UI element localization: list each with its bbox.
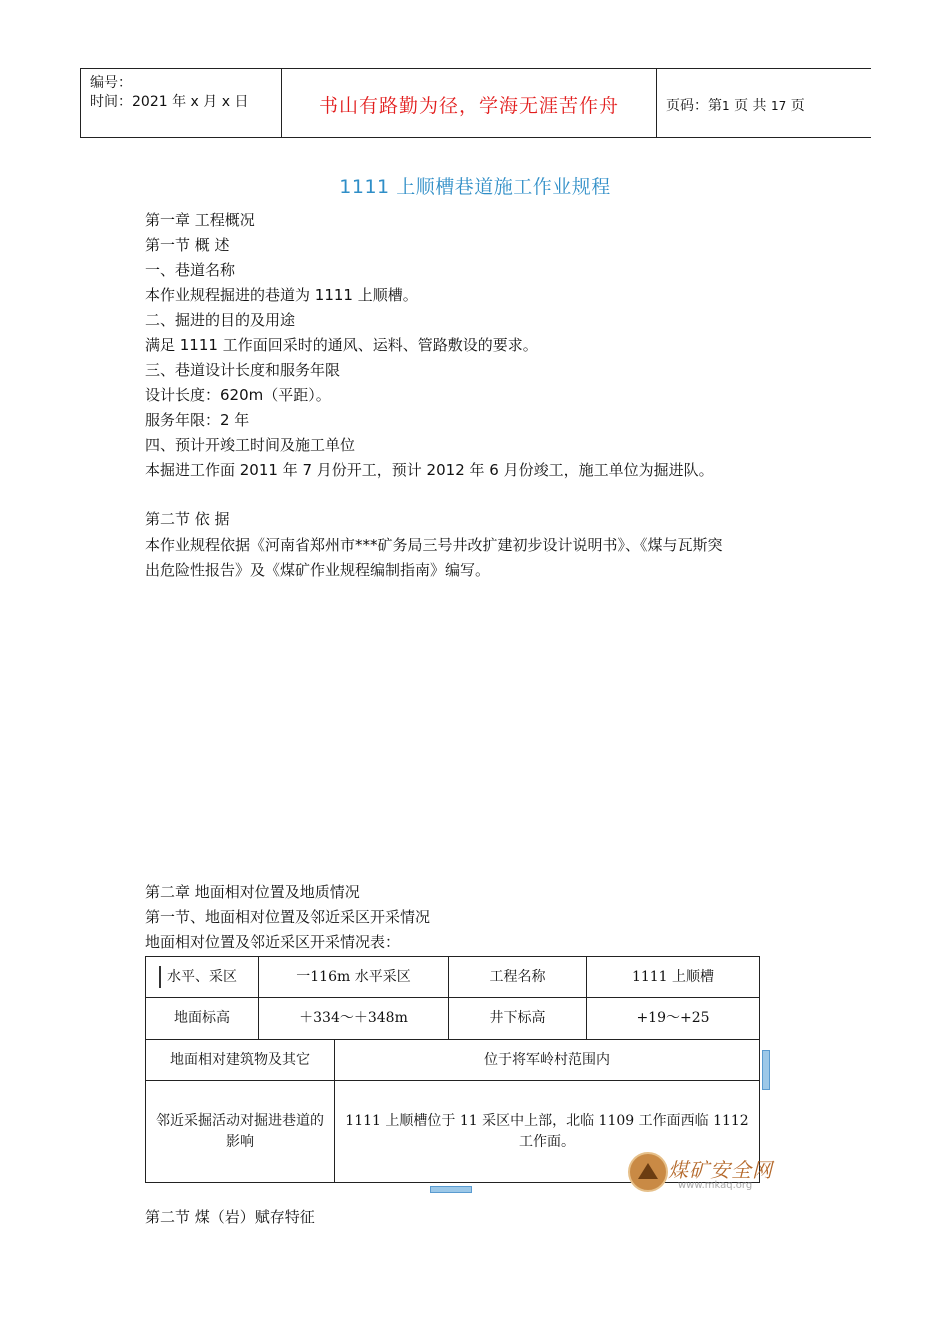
table-cell: 地面相对建筑物及其它 <box>170 1051 310 1068</box>
date-label: 时间：2021 年 x 月 x 日 <box>90 94 249 110</box>
section1-heading: 第一节 概 述 <box>145 236 230 254</box>
site-watermark <box>628 1152 798 1197</box>
table-resize-handle-right[interactable] <box>762 1050 770 1090</box>
item4-text: 本掘进工作面 2011 年 7 月份开工，预计 2012 年 6 月份竣工，施工单位为掘进队。 <box>145 461 714 479</box>
table-cell: 1111 上顺槽位于 11 采区中上部，北临 1109 工作面西临 1112 工作面。 <box>345 1112 749 1150</box>
item3-years: 服务年限：2 年 <box>145 411 250 429</box>
table-cell: 一116m 水平采区 <box>296 968 411 985</box>
item3-heading: 三、巷道设计长度和服务年限 <box>145 361 341 379</box>
table-cell: ＋334～＋348m <box>299 1010 408 1026</box>
situation-table <box>145 956 760 1183</box>
item2-heading: 二、掘进的目的及用途 <box>145 311 296 329</box>
table-cell: 工程名称 <box>489 968 546 985</box>
section2-line2: 出危险性报告》及《煤矿作业规程编制指南》编写。 <box>145 561 491 579</box>
watermark-text: 煤矿安全网 <box>668 1158 773 1182</box>
item3-length: 设计长度：620m（平距）。 <box>145 386 331 404</box>
page-middle: 页 共 <box>734 98 767 114</box>
page-indicator <box>666 95 805 115</box>
table-cell: 水平、采区 <box>167 968 237 985</box>
table-resize-handle-bottom[interactable] <box>430 1186 472 1193</box>
table-cell: +19～+25 <box>636 1010 710 1026</box>
item4-heading: 四、预计开竣工时间及施工单位 <box>145 436 356 454</box>
item1-text: 本作业规程掘进的巷道为 1111 上顺槽。 <box>145 286 418 304</box>
section2-line1: 本作业规程依据《河南省郑州市***矿务局三号井改扩建初步设计说明书》、《煤与瓦斯突 <box>145 536 723 554</box>
chapter2-heading: 第二章 地面相对位置及地质情况 <box>145 883 360 901</box>
chapter2-section1-heading: 第一节、地面相对位置及邻近采区开采情况 <box>145 908 431 926</box>
table-cell: 井下标高 <box>489 1010 546 1026</box>
page-suffix: 页 <box>790 98 805 114</box>
chapter1-heading: 第一章 工程概况 <box>145 211 255 229</box>
item1-heading: 一、巷道名称 <box>145 261 236 279</box>
table-cell: 地面标高 <box>174 1010 230 1026</box>
table-cell: 邻近采掘活动对掘进巷道的影响 <box>156 1112 324 1150</box>
header-info-cell <box>81 69 282 137</box>
page-total: 17 <box>771 99 787 113</box>
header-table <box>80 68 871 138</box>
table-caption: 地面相对位置及邻近采区开采情况表： <box>145 933 401 951</box>
header-motto-cell <box>282 69 657 137</box>
page-prefix: 页码：第 <box>666 98 722 114</box>
table-cell: 位于将军岭村范围内 <box>484 1051 610 1068</box>
item2-text: 满足 1111 工作面回采时的通风、运料、管路敷设的要求。 <box>145 336 538 354</box>
section2-heading: 第二节 依 据 <box>145 510 230 528</box>
header-page-cell <box>657 69 871 137</box>
chapter2-section2-heading: 第二节 煤（岩）赋存特征 <box>145 1208 315 1226</box>
serial-label: 编号： <box>90 75 132 91</box>
motto: 书山有路勤为径，学海无涯苦作舟 <box>318 95 619 117</box>
document-title: 1111 上顺槽巷道施工作业规程 <box>339 176 611 198</box>
page-current: 1 <box>722 99 730 113</box>
watermark-url: www.mkaq.org <box>678 1180 753 1191</box>
mine-logo-icon <box>628 1152 668 1192</box>
table-cell: 1111 上顺槽 <box>631 968 715 985</box>
